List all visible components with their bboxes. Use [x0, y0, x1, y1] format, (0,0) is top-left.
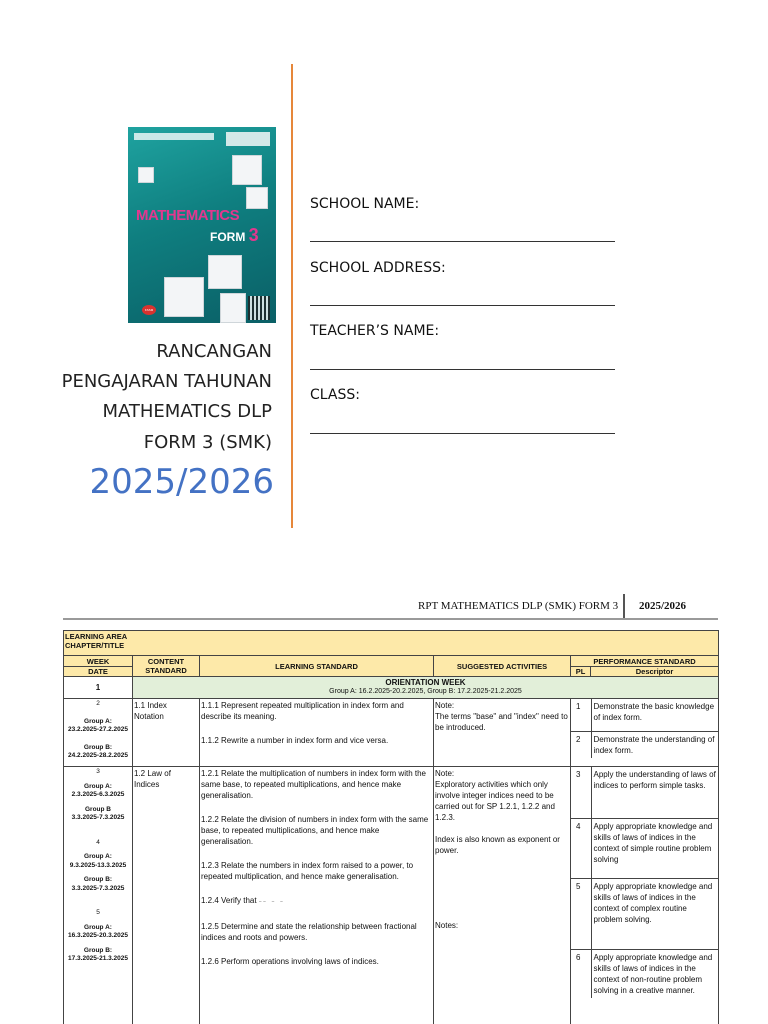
pl-descriptor: Demonstrate the understanding of index form.: [593, 734, 715, 755]
school-name-line[interactable]: [310, 241, 615, 242]
pl-descriptor: Apply appropriate knowledge and skills of laws of indices in the context of non-routine problem solving in a creative manner.: [593, 952, 713, 995]
teacher-name-label: TEACHER’S NAME:: [310, 323, 440, 339]
book-form: [210, 225, 259, 246]
group-a-date: 23.2.2025-27.2.2025: [68, 726, 128, 733]
pl-descriptor: Demonstrate the basic knowledge of index form.: [591, 699, 718, 731]
performance-standard-title: PERFORMANCE STANDARD: [571, 657, 718, 667]
group-a-date: 2.3.2025-6.3.2025: [71, 791, 125, 798]
decor-cube: [232, 155, 262, 185]
vertical-divider: [291, 64, 293, 528]
school-address-line[interactable]: [310, 305, 615, 306]
content-standard-1-2: 1.2 Law of Indices: [133, 767, 200, 1024]
learning-standard-1-2: [200, 767, 434, 1024]
activity-index-note: Index is also known as exponent or power.: [435, 835, 560, 855]
rpt-line-1: RANCANGAN: [156, 341, 272, 362]
page-header-year: 2025/2026: [639, 600, 687, 612]
performance-1-2: [571, 767, 719, 1024]
qr-code: [248, 296, 270, 320]
performance-1-1: [571, 699, 719, 767]
week-number: 2: [96, 700, 100, 707]
orientation-week-dates: Group A: 16.2.2025-20.2.2025, Group B: 17.2.2025-21.2.2025: [329, 688, 522, 695]
learning-standard-item: 1.2.2 Relate the division of numbers in index form with the same base, to repeated multiplications, and hence make generalisation.: [201, 815, 429, 846]
pl-number: 1: [571, 699, 591, 731]
content-standard-1-1: 1.1 Index Notation: [133, 699, 200, 767]
book-title: MATHEMATICS: [136, 207, 240, 224]
activity-note-label: Note:: [435, 769, 455, 778]
kssm-badge: [142, 305, 156, 315]
page-header-title: RPT MATHEMATICS DLP (SMK) FORM 3: [418, 600, 619, 612]
group-a-label: Group A:: [84, 717, 112, 725]
decor-cube: [208, 255, 242, 289]
suggested-activities-header: SUGGESTED ACTIVITIES: [434, 656, 571, 677]
teacher-name-line[interactable]: [310, 369, 615, 370]
date-header: DATE: [88, 666, 108, 676]
group-a-label: Group A:: [84, 923, 112, 931]
activity-note-text: The terms "base" and "index" need to be introduced.: [435, 712, 568, 732]
activity-note-text: Exploratory activities which only involve integer indices need to be carried out for SP 1.2.1, 1.2.2 and 1.2.3.: [435, 780, 555, 822]
group-b-date: 3.3.2025-7.3.2025: [71, 884, 125, 892]
pl-descriptor: Apply appropriate knowledge and skills of laws of indices in the context of complex routine problem solving.: [591, 878, 718, 949]
group-b-date: 17.3.2025-21.3.2025: [68, 955, 128, 962]
group-b-label: Group B:: [83, 743, 113, 751]
learning-standard-1-1: [200, 699, 434, 767]
decor-cube: [246, 187, 268, 209]
weeks-3-5-cell: [64, 767, 133, 1024]
book-form-word: FORM: [210, 230, 246, 244]
activity-notes-label: Notes:: [435, 921, 459, 930]
week-date-header: [64, 656, 133, 677]
pl-number: 5: [571, 878, 591, 949]
class-label: CLASS:: [310, 387, 360, 403]
group-a-label: Group A:: [84, 853, 112, 860]
rpt-line-4: FORM 3 (SMK): [143, 432, 272, 453]
rpt-line-2: PENGAJARAN TAHUNAN: [61, 371, 272, 392]
rpt-line-3: MATHEMATICS DLP: [102, 401, 272, 422]
learning-standard-item: 1.2.1 Relate the multiplication of numbers in index form with the same base, to repeated multiplications, and hence make generalisation.: [201, 769, 427, 800]
decor-cube: [220, 293, 246, 323]
performance-standard-header: [571, 656, 719, 677]
learning-standard-item: 1.1.2 Rewrite a number in index form and vice versa.: [201, 736, 389, 745]
descriptor-header: Descriptor: [635, 666, 674, 676]
week-number: 5: [96, 909, 100, 916]
rpt-table: [63, 630, 719, 1024]
group-a-label: Group A:: [84, 782, 112, 790]
orientation-week-title: ORIENTATION WEEK: [385, 678, 466, 687]
group-b-label: Group B: [85, 805, 111, 813]
group-a-date: 9.3.2025-13.3.2025: [69, 861, 127, 869]
pl-number: 2: [571, 731, 591, 758]
activities-1-2: [434, 767, 571, 1024]
school-name-label: SCHOOL NAME:: [310, 196, 420, 212]
learning-standard-item: 1.2.3 Relate the numbers in index form raised to a power, to repeated multiplication, and hence make generalisation.: [201, 861, 414, 881]
cover-top-strip: [134, 133, 214, 140]
activity-note-label: Note:: [435, 701, 455, 710]
group-b-label: Group B:: [83, 946, 113, 954]
learning-area-cell: [64, 631, 719, 656]
chapter-title-label: CHAPTER/TITLE: [65, 641, 125, 650]
header-separator: [623, 594, 625, 618]
pl-descriptor: Apply appropriate knowledge and skills of laws of indices in the context of simple routine problem solving: [591, 818, 718, 878]
group-a-date: 16.3.2025-20.3.2025: [68, 932, 128, 939]
week-2-cell: [64, 699, 133, 767]
learning-area-label: LEARNING AREA: [65, 632, 128, 641]
pl-number: 3: [571, 767, 591, 818]
learning-standard-verify-text: 1.2.4 Verify that: [201, 896, 257, 905]
school-address-label: SCHOOL ADDRESS:: [310, 260, 446, 276]
learning-standard-item: 1.2.6 Perform operations involving laws of indices.: [201, 957, 379, 966]
pl-header: PL: [571, 667, 591, 676]
group-b-date: 24.2.2025-28.2.2025: [68, 752, 128, 759]
content-standard-header: CONTENT STANDARD: [133, 656, 200, 677]
pl-descriptor: Apply the understanding of laws of indices to perform simple tasks.: [591, 767, 718, 818]
learning-standard-header: LEARNING STANDARD: [200, 656, 434, 677]
academic-year: 2025/2026: [89, 462, 274, 502]
ministry-logo: [226, 132, 270, 146]
group-b-label: Group B:: [83, 876, 113, 883]
orientation-week-number: 1: [64, 677, 133, 699]
pl-number: 6: [571, 949, 591, 998]
decor-cube: [164, 277, 204, 317]
week-number: 3: [96, 768, 100, 775]
week-number: 4: [96, 838, 100, 846]
orientation-week-cell: [133, 677, 719, 699]
header-rule: [63, 618, 718, 620]
decor-cube: [138, 167, 154, 183]
week-header: WEEK: [64, 657, 132, 667]
learning-standard-item: 1.2.5 Determine and state the relationship between fractional indices and roots and powers.: [201, 922, 417, 942]
pl-number: 4: [571, 818, 591, 878]
learning-standard-item: 1.1.1 Represent repeated multiplication in index form and describe its meaning.: [201, 701, 404, 721]
formula-image: − − − −: [258, 899, 284, 905]
activities-1-1: [434, 699, 571, 767]
textbook-cover-image: [128, 127, 276, 323]
book-form-number: 3: [248, 225, 259, 245]
group-b-date: 3.3.2025-7.3.2025: [71, 814, 125, 821]
kssm-badge-text: KSSM: [144, 308, 154, 312]
learning-standard-item-verify: [201, 895, 432, 908]
class-line[interactable]: [310, 433, 615, 434]
